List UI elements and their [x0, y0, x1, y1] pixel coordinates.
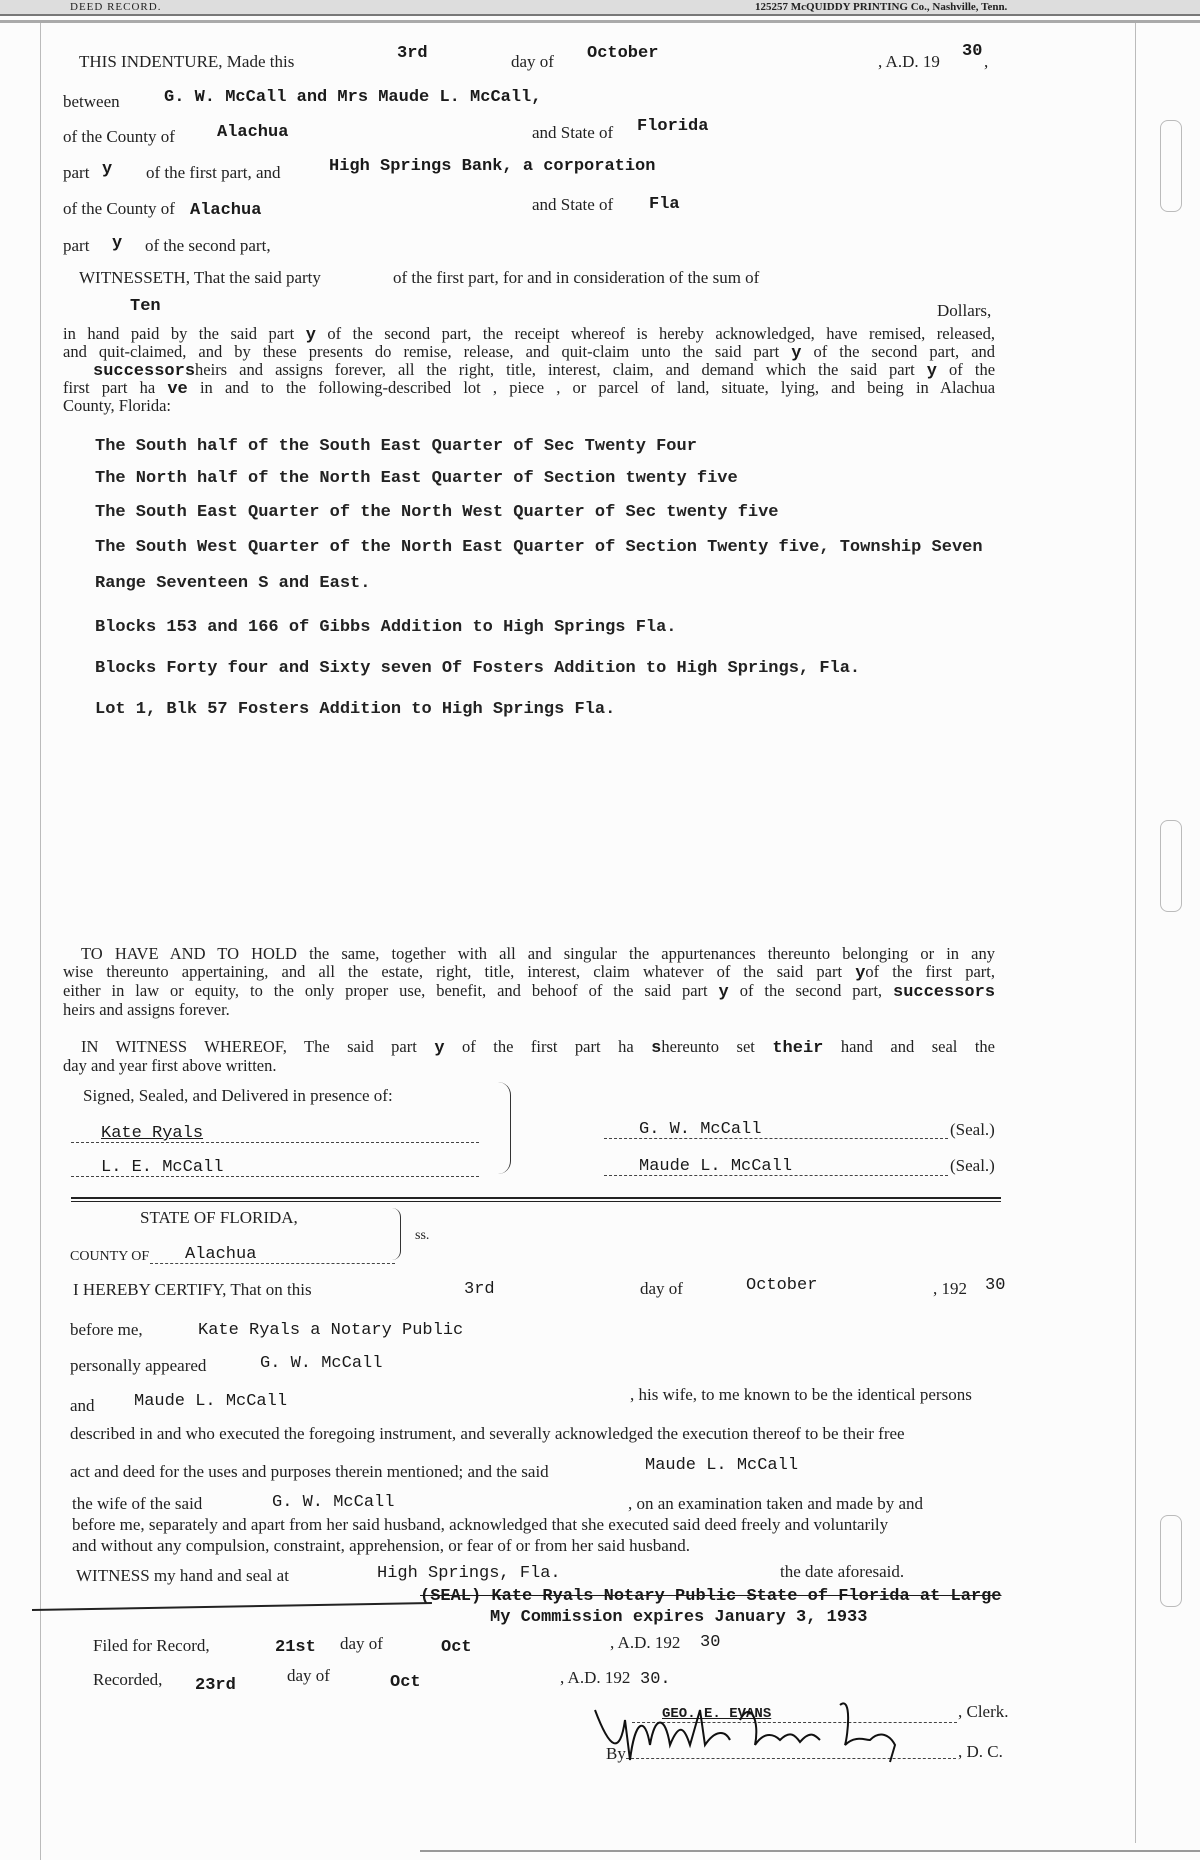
text: first part ha — [63, 378, 156, 397]
text: hereunto set — [661, 1037, 755, 1056]
header-right: 125257 McQUIDDY PRINTING Co., Nashville, Tenn. — [755, 1, 1008, 13]
text: of the first part, — [865, 962, 995, 981]
husband-name: G. W. McCall — [272, 1493, 395, 1512]
state-label: and State of — [532, 123, 614, 142]
part-y: y — [926, 362, 937, 381]
signed-sealed-label: Signed, Sealed, and Delivered in presence of: — [83, 1086, 393, 1105]
state-label: and State of — [532, 195, 614, 214]
notary-seal: (SEAL) Kate Ryals Notary Public State of Florida at Large — [420, 1587, 1002, 1606]
part-label: part — [63, 236, 90, 255]
witness-signature-line — [71, 1156, 479, 1177]
binder-hole — [1160, 820, 1182, 912]
day-of-label: day of — [287, 1666, 330, 1685]
filed-day: 21st — [275, 1638, 316, 1657]
ack-text: before me, separately and apart from her said husband, acknowledged that she executed said deed freely and voluntarily — [72, 1515, 889, 1534]
commission-expiry: My Commission expires January 3, 1933 — [490, 1608, 868, 1627]
text: TO HAVE AND TO HOLD the same, together with all and singular the appurtenances thereunto belonging or in any — [81, 944, 995, 963]
testimonium-line — [63, 1057, 995, 1075]
recorded-label: Recorded, — [93, 1670, 163, 1689]
text: and quit-claimed, and by these presents do remise, release, and quit-claim unto the said part — [63, 342, 780, 361]
day-of-label: day of — [511, 52, 554, 71]
ack-day: 3rd — [464, 1280, 495, 1299]
recorded-day: 23rd — [195, 1676, 236, 1695]
ad-label: , A.D. 19 — [878, 52, 940, 71]
testimonium-line — [63, 1038, 995, 1058]
signer-1-name: G. W. McCall — [639, 1120, 762, 1139]
seal-label: (Seal.) — [950, 1156, 995, 1175]
ack-month: October — [746, 1276, 818, 1295]
second-part-label: of the second part, — [145, 236, 271, 255]
part-y: y — [434, 1039, 445, 1058]
certify-label: I HEREBY CERTIFY, That on this — [73, 1280, 312, 1299]
successors: successors — [93, 362, 196, 381]
ack-text: described in and who executed the foregoing instrument, and severally acknowledged the execution thereof to be their free — [70, 1424, 905, 1443]
legal-description-line: Blocks Forty four and Sixty seven Of Fosters Addition to High Springs, Fla. — [95, 659, 861, 678]
witness-at-label: WITNESS my hand and seal at — [76, 1566, 289, 1585]
witness-place: High Springs, Fla. — [377, 1564, 561, 1583]
date-aforesaid: the date aforesaid. — [780, 1562, 905, 1581]
grantee: High Springs Bank, a corporation — [329, 157, 656, 176]
and-label: and — [70, 1396, 95, 1415]
deed-month: October — [587, 44, 659, 63]
right-margin-line — [1135, 23, 1136, 1843]
header-rule — [0, 20, 1200, 23]
grantor-signature-line — [604, 1118, 948, 1139]
officer: Kate Ryals a Notary Public — [198, 1321, 464, 1340]
his-wife-text: , his wife, to me known to be the identical persons — [630, 1385, 972, 1404]
county-of-label: COUNTY OF — [70, 1249, 150, 1264]
part-y: y — [102, 160, 113, 179]
header-left: DEED RECORD. — [70, 1, 162, 13]
comma: , — [984, 52, 989, 71]
ack-year: 30 — [985, 1276, 1006, 1295]
deed-year: 30 — [962, 42, 983, 61]
part-y: y — [112, 234, 123, 253]
grantor-state: Florida — [637, 117, 709, 136]
ss-label: ss. — [415, 1228, 430, 1243]
successors: successors — [893, 983, 996, 1002]
day-of-label: day of — [640, 1279, 683, 1298]
section-divider — [32, 1602, 432, 1611]
their: their — [772, 1039, 824, 1058]
wife-name: Maude L. McCall — [645, 1456, 799, 1475]
clerk-name: GEO. E. EVANS — [662, 1706, 772, 1722]
text: day and year first above written. — [63, 1056, 277, 1075]
witness-2-name: L. E. McCall — [101, 1158, 224, 1177]
part-label: part — [63, 163, 90, 182]
grantee-state: Fla — [649, 195, 680, 214]
witnesseth-label: WITNESSETH, That the said party — [79, 268, 321, 287]
brace — [498, 1082, 511, 1174]
text: County, Florida: — [63, 396, 172, 415]
habendum-line — [63, 945, 995, 963]
conveyance-line — [63, 397, 995, 415]
part-y: y — [718, 983, 729, 1002]
grantee-county: Alachua — [190, 201, 262, 220]
conveyance-line — [63, 379, 995, 399]
filed-month: Oct — [441, 1638, 472, 1657]
legal-description-line: Blocks 153 and 166 of Gibbs Addition to High Springs Fla. — [95, 618, 677, 637]
legal-description-line: The South East Quarter of the North West Quarter of Sec twenty five — [95, 503, 779, 522]
deed-day: 3rd — [397, 44, 428, 63]
witness-signature-line — [71, 1122, 479, 1143]
ve: ve — [167, 380, 188, 399]
left-margin-line — [40, 23, 41, 1860]
part-y: y — [855, 964, 866, 983]
text: in hand paid by the said part — [63, 324, 295, 343]
ack-text: act and deed for the uses and purposes therein mentioned; and the said — [70, 1462, 549, 1481]
legal-description-line: The South West Quarter of the North East Quarter of Section Twenty five, Township Seven — [95, 538, 983, 557]
county-label: of the County of — [63, 199, 175, 218]
day-of-label: day of — [340, 1634, 383, 1653]
recorded-month: Oct — [390, 1673, 421, 1692]
section-divider — [71, 1197, 1001, 1202]
text: of the second part, and — [813, 342, 996, 361]
text: of the second part, — [739, 981, 883, 1000]
binder-hole — [1160, 1515, 1182, 1607]
text: of the second part, the receipt whereof is hereby acknowledged, have remised, released, — [327, 324, 995, 343]
text: heirs and assigns forever. — [63, 1000, 230, 1019]
legal-description-line: The South half of the South East Quarter of Sec Twenty Four — [95, 437, 697, 456]
ack-text: and without any compulsion, constraint, apprehension, or fear of or from her said husband. — [72, 1536, 690, 1555]
ad-label: , A.D. 192 — [610, 1633, 681, 1652]
text: in and to the following-described lot , piece , or parcel of land, situate, lying, and being in Alachua — [199, 378, 996, 397]
clerk-label: , Clerk. — [958, 1702, 1009, 1721]
person-2: Maude L. McCall — [134, 1392, 288, 1411]
s: s — [651, 1039, 662, 1058]
text: either in law or equity, to the only proper use, benefit, and behoof of the said part — [63, 981, 708, 1000]
bottom-rule — [420, 1850, 1200, 1852]
consideration-amount: Ten — [130, 297, 161, 316]
habendum-line — [63, 982, 995, 1002]
year-label: , 192 — [933, 1279, 967, 1298]
part-y: y — [791, 344, 802, 363]
header-bar — [0, 0, 1200, 16]
binder-hole — [1160, 120, 1182, 212]
text: IN WITNESS WHEREOF, The said part — [81, 1037, 417, 1056]
ad-label: , A.D. 192 — [560, 1668, 631, 1687]
witnesseth-rest: of the first part, for and in consideration of the sum of — [393, 268, 760, 287]
signer-2-name: Maude L. McCall — [639, 1157, 793, 1176]
deputy-clerk-label: , D. C. — [958, 1742, 1003, 1761]
grantors: G. W. McCall and Mrs Maude L. McCall, — [164, 88, 542, 107]
grantor-signature-line — [604, 1155, 948, 1176]
before-me-label: before me, — [70, 1320, 143, 1339]
appeared-label: personally appeared — [70, 1356, 207, 1375]
deputy-clerk-signature — [590, 1690, 920, 1765]
ack-text: the wife of the said — [72, 1494, 203, 1513]
legal-description-line: Range Seventeen S and East. — [95, 574, 371, 593]
part-y: y — [305, 326, 316, 345]
legal-description-line: The North half of the North East Quarter of Section twenty five — [95, 469, 738, 488]
county-label: of the County of — [63, 127, 175, 146]
made-this-label: THIS INDENTURE, Made this — [79, 52, 295, 71]
county-line — [150, 1243, 395, 1264]
witness-1-name: Kate Ryals — [101, 1124, 204, 1143]
text: of the first part ha — [462, 1037, 634, 1056]
first-part-label: of the first part, and — [146, 163, 281, 182]
by-label: By — [606, 1744, 626, 1763]
person-1: G. W. McCall — [260, 1354, 383, 1373]
recorded-year: 30. — [640, 1670, 671, 1689]
dollars-label: Dollars, — [937, 301, 992, 320]
ack-county: Alachua — [185, 1245, 257, 1264]
filed-label: Filed for Record, — [93, 1636, 210, 1655]
seal-label: (Seal.) — [950, 1120, 995, 1139]
text: wise thereunto appertaining, and all the estate, right, title, interest, claim whatever of the said part — [63, 962, 843, 981]
text: hand and seal the — [840, 1037, 996, 1056]
between-label: between — [63, 92, 120, 111]
filed-year: 30 — [700, 1633, 721, 1652]
habendum-line — [63, 963, 995, 983]
text: heirs and assigns forever, all the right, title, interest, claim, and demand which the said part — [195, 360, 915, 379]
text: of the — [949, 360, 996, 379]
habendum-line — [63, 1001, 995, 1019]
legal-description-line: Lot 1, Blk 57 Fosters Addition to High Springs Fla. — [95, 700, 616, 719]
grantor-county: Alachua — [217, 123, 289, 142]
ack-text: , on an examination taken and made by and — [628, 1494, 924, 1513]
state-heading: STATE OF FLORIDA, — [140, 1208, 298, 1227]
